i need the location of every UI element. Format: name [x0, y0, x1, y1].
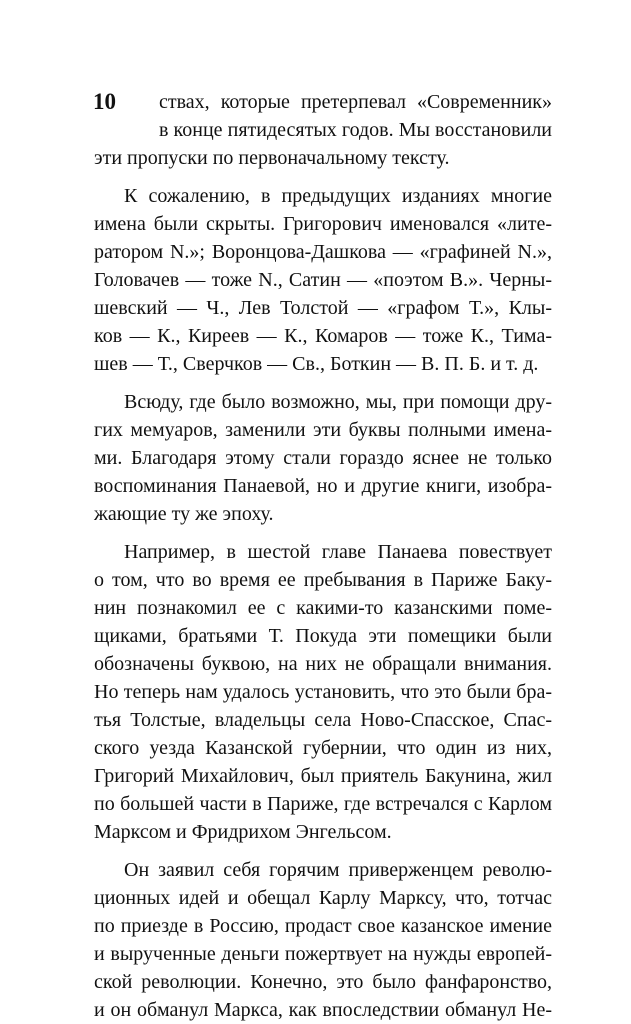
text-line: щиками, братьями Т. Покуда эти помещики были	[94, 625, 552, 647]
paragraph-2	[94, 182, 552, 378]
text-line: и вырученные деньги пожертвует на нужды европей-	[94, 943, 552, 965]
text-line: шевский — Ч., Лев Толстой — «графом Т.», Клы-	[94, 297, 552, 319]
paragraph-1	[94, 88, 552, 172]
text-line: обозначены буквою, на них не обращали внимания.	[94, 653, 552, 675]
text-line: ратором N.»; Воронцова-Дашкова — «графиней N.»,	[94, 241, 552, 263]
paragraph-5	[94, 856, 552, 1024]
text-line: в конце пятидесятых годов. Мы восстановили	[159, 119, 552, 141]
text-line: Головачев — тоже N., Сатин — «поэтом B.». Черны-	[94, 269, 552, 291]
text-line: Марксом и Фридрихом Энгельсом.	[94, 821, 392, 843]
text-line: и он обманул Маркса, как впоследствии обманул Не-	[94, 999, 552, 1021]
text-line: Всюду, где было возможно, мы, при помощи дру-	[124, 391, 552, 413]
paragraph-3	[94, 388, 552, 528]
text-line: о том, что во время ее пребывания в Париже Баку-	[94, 569, 552, 591]
text-line: жающие ту же эпоху.	[94, 503, 274, 525]
text-line: по большей части в Париже, где встречался с Карлом	[94, 793, 552, 815]
text-line: имена были скрыты. Григорович именовался «лите-	[94, 213, 552, 235]
text-line: ствах, которые претерпевал «Современник»	[159, 91, 552, 113]
text-line: ков — К., Киреев — К., Комаров — тоже К., Тима-	[94, 325, 552, 347]
text-line: ского уезда Казанской губернии, что один из них,	[94, 737, 552, 759]
body-text	[94, 88, 552, 1024]
text-line: нин познакомил ее с какими-то казанскими поме-	[94, 597, 552, 619]
text-line: шев — Т., Сверчков — Св., Боткин — В. П. Б. и т. д.	[94, 353, 539, 375]
text-line: Но теперь нам удалось установить, что это были бра-	[94, 681, 552, 703]
page-number: 10	[93, 89, 116, 114]
text-line: К сожалению, в предыдущих изданиях многие	[124, 185, 552, 207]
text-line: Григорий Михайлович, был приятель Бакунина, жил	[94, 765, 552, 787]
text-line: Например, в шестой главе Панаева повествует	[124, 541, 552, 563]
text-line: эти пропуски по первоначальному тексту.	[94, 147, 450, 169]
text-line: ской революции. Конечно, это было фанфаронство,	[94, 971, 552, 993]
paragraph-4	[94, 538, 552, 846]
text-line: ми. Благодаря этому стали гораздо яснее не только	[94, 447, 552, 469]
text-line: тья Толстые, владельцы села Ново-Спасское, Спас-	[94, 709, 552, 731]
text-line: гих мемуаров, заменили эти буквы полными имена-	[94, 419, 552, 441]
text-line: воспоминания Панаевой, но и другие книги, изобра-	[94, 475, 552, 497]
text-line: ционных идей и обещал Карлу Марксу, что, тотчас	[94, 887, 552, 909]
text-line: Он заявил себя горячим приверженцем револю-	[124, 859, 552, 881]
text-line: по приезде в Россию, продаст свое казанское имение	[94, 915, 552, 937]
